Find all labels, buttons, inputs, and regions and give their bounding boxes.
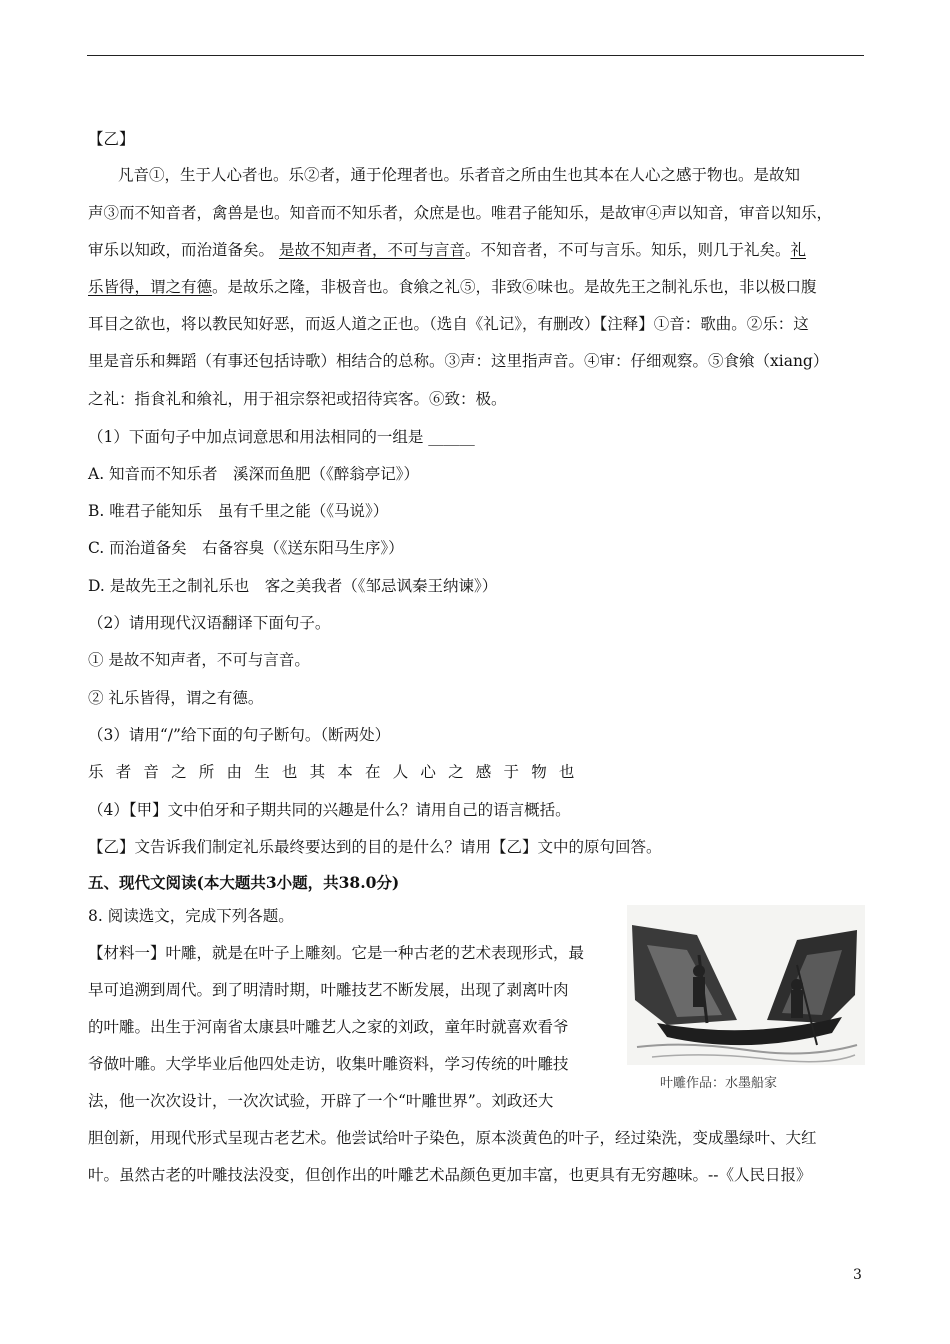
passage-line	[88, 276, 817, 298]
material-line: 叶。虽然古老的叶雕技法没变，但创作出的叶雕艺术品颜色更加丰富，也更具有无穷趣味。--《人民日报》	[88, 1166, 812, 1184]
option-a: A. 知音而不知乐者 溪深而鱼肥（《醉翁亭记》）	[88, 465, 420, 483]
question-4-part-b: 【乙】文告诉我们制定礼乐最终要达到的目的是什么？请用【乙】文中的原句回答。	[88, 838, 662, 856]
passage-line: 耳目之欲也，将以教民知好恶，而返人道之正也。（选自《礼记》，有删改）【注释】①音：歌曲。②乐：这	[88, 315, 809, 333]
underlined-sentence: 礼	[790, 241, 806, 259]
image-caption: 叶雕作品：水墨船家	[660, 1076, 778, 1091]
section-heading: 五、现代文阅读(本大题共3小题，共38.0分)	[88, 873, 400, 892]
section-mark: 【乙】	[88, 130, 135, 148]
page-number: 3	[853, 1267, 862, 1283]
leaf-carving-image	[627, 905, 865, 1090]
material-line: 【材料一】叶雕，就是在叶子上雕刻。它是一种古老的艺术表现形式，最	[88, 944, 585, 962]
question-2: （2）请用现代汉语翻译下面句子。	[88, 614, 331, 632]
question-4: （4）【甲】文中伯牙和子期共同的兴趣是什么？请用自己的语言概括。	[88, 801, 571, 819]
question-1: （1）下面句子中加点词意思和用法相同的一组是 ______	[88, 428, 475, 446]
option-d: D. 是故先王之制礼乐也 客之美我者（《邹忌讽秦王纳谏》）	[88, 577, 498, 595]
passage-line: 里是音乐和舞蹈（有事还包括诗歌）相结合的总称。③声：这里指声音。④审：仔细观察。⑤食飨（xiang）	[88, 352, 829, 370]
passage-line: 声③而不知音者，禽兽是也。知音而不知乐者，众庶是也。唯君子能知乐，是故审④声以知音，审音以知乐，	[88, 204, 833, 222]
question-2-item-1: ① 是故不知声者，不可与言音。	[88, 651, 310, 669]
underlined-sentence: 乐皆得，谓之有德	[88, 278, 213, 296]
material-line: 法，他一次次设计，一次次试验，开辟了一个“叶雕世界”。刘政还大	[88, 1092, 554, 1110]
question-3: （3）请用“/”给下面的句子断句。（断两处）	[88, 726, 391, 744]
passage-line	[88, 239, 806, 261]
underlined-sentence: 是故不知声者，不可与言音	[278, 241, 465, 259]
material-line: 早可追溯到周代。到了明清时期，叶雕技艺不断发展，出现了剥离叶肉	[88, 981, 569, 999]
passage-text: 。不知音者，不可与言乐。知乐，则几于礼矣。	[464, 241, 791, 259]
question-8: 8. 阅读选文，完成下列各题。	[88, 907, 294, 925]
passage-line: 之礼：指食礼和飨礼，用于祖宗祭祀或招待宾客。⑥致：极。	[88, 390, 507, 408]
passage-text: 。是故乐之隆，非极音也。食飨之礼⑤，非致⑥味也。是故先王之制礼乐也，非以极口腹	[212, 278, 817, 296]
option-b: B. 唯君子能知乐 虽有千里之能（《马说》）	[88, 502, 389, 520]
material-line: 爷做叶雕。大学毕业后他四处走访，收集叶雕资料，学习传统的叶雕技	[88, 1055, 569, 1073]
passage-text: 审乐以知政，而治道备矣。	[88, 241, 279, 259]
passage-line: 凡音①，生于人心者也。乐②者，通于伦理者也。乐者音之所由生也其本在人心之感于物也。是故知	[118, 166, 801, 184]
option-c: C. 而治道备矣 右备容臭（《送东阳马生序》）	[88, 539, 404, 557]
question-2-item-2: ② 礼乐皆得，谓之有德。	[88, 689, 264, 707]
punctuation-sentence: 乐者音之所由生也其本在人心之感于物也	[88, 763, 587, 781]
header-rule	[87, 55, 864, 56]
material-line: 胆创新，用现代形式呈现古老艺术。他尝试给叶子染色，原本淡黄色的叶子，经过染洗，变成墨绿叶、大红	[88, 1129, 817, 1147]
material-line: 的叶雕。出生于河南省太康县叶雕艺人之家的刘政，童年时就喜欢看爷	[88, 1018, 569, 1036]
